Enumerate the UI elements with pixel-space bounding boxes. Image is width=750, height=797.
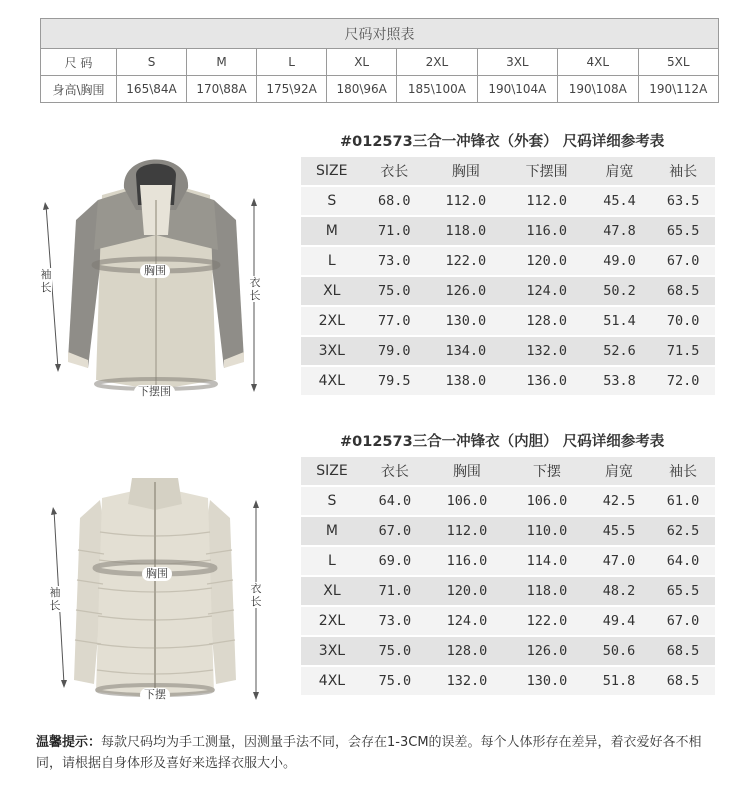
- hem-label: 下摆围: [134, 385, 175, 399]
- header-cell: 袖长: [651, 457, 715, 485]
- value-cell: 67.0: [651, 247, 715, 275]
- size-cell: L: [301, 547, 363, 575]
- size-cell: S: [301, 487, 363, 515]
- value-cell: 70.0: [651, 307, 715, 335]
- value-cell: 63.5: [651, 187, 715, 215]
- value-cell: 71.0: [363, 217, 427, 245]
- table-header-row: [301, 457, 715, 485]
- value-cell: 49.0: [588, 247, 652, 275]
- value-cell: 110.0: [507, 517, 587, 545]
- header-cell: SIZE: [301, 457, 363, 485]
- table-row: [301, 517, 715, 545]
- height-cell: 190\112A: [638, 76, 719, 103]
- size-cell: 4XL: [301, 667, 363, 695]
- sleeve-label: 袖长: [49, 586, 61, 612]
- size-cell: M: [301, 217, 363, 245]
- size-cell: 3XL: [301, 337, 363, 365]
- value-cell: 73.0: [363, 607, 427, 635]
- value-cell: 79.5: [363, 367, 427, 395]
- header-cell: 肩宽: [588, 157, 652, 185]
- size-cell: 2XL: [301, 607, 363, 635]
- table-row: [301, 577, 715, 605]
- header-cell: 袖长: [651, 157, 715, 185]
- value-cell: 64.0: [363, 487, 427, 515]
- value-cell: 53.8: [588, 367, 652, 395]
- length-label: 衣长: [249, 276, 261, 302]
- value-cell: 68.5: [651, 667, 715, 695]
- size-cell: M: [301, 517, 363, 545]
- note-text: 每款尺码均为手工测量，因测量手法不同，会存在1-3CM的误差。每个人体形存在差异，着衣爱好各不相同，请根据自身体形及喜好来选择衣服大小。: [36, 735, 702, 771]
- length-label: 衣长: [250, 582, 262, 608]
- header-cell: 胸围: [427, 457, 507, 485]
- value-cell: 61.0: [651, 487, 715, 515]
- value-cell: 67.0: [363, 517, 427, 545]
- value-cell: 106.0: [507, 487, 587, 515]
- value-cell: 122.0: [426, 247, 505, 275]
- header-cell: 胸围: [426, 157, 505, 185]
- measurement-note: [36, 732, 716, 774]
- header-cell: 下摆: [507, 457, 587, 485]
- size-cell: 2XL: [301, 307, 363, 335]
- table-row: [301, 247, 715, 275]
- header-cell: 衣长: [363, 157, 427, 185]
- value-cell: 124.0: [427, 607, 507, 635]
- value-cell: 118.0: [426, 217, 505, 245]
- header-cell: SIZE: [301, 157, 363, 185]
- value-cell: 47.0: [587, 547, 651, 575]
- value-cell: 52.6: [588, 337, 652, 365]
- height-row-label: 身高\胸围: [41, 76, 117, 103]
- value-cell: 126.0: [507, 637, 587, 665]
- header-cell: 下摆围: [506, 157, 588, 185]
- inner-jacket-image: [44, 470, 276, 710]
- size-cell: XL: [301, 277, 363, 305]
- size-cell: L: [301, 247, 363, 275]
- value-cell: 48.2: [587, 577, 651, 605]
- height-row: [41, 76, 719, 103]
- size-chart-title: 尺码对照表: [41, 19, 719, 49]
- value-cell: 77.0: [363, 307, 427, 335]
- header-cell: 衣长: [363, 457, 427, 485]
- value-cell: 68.0: [363, 187, 427, 215]
- value-cell: 45.5: [587, 517, 651, 545]
- size-cell: XL: [301, 577, 363, 605]
- height-cell: 180\96A: [327, 76, 397, 103]
- value-cell: 71.0: [363, 577, 427, 605]
- size-cell: L: [257, 49, 327, 76]
- height-cell: 185\100A: [397, 76, 477, 103]
- value-cell: 122.0: [507, 607, 587, 635]
- size-cell: 3XL: [477, 49, 557, 76]
- height-cell: 190\108A: [558, 76, 638, 103]
- table-row: [301, 337, 715, 365]
- value-cell: 51.4: [588, 307, 652, 335]
- size-cell: 4XL: [301, 367, 363, 395]
- value-cell: 128.0: [427, 637, 507, 665]
- value-cell: 51.8: [587, 667, 651, 695]
- value-cell: 120.0: [427, 577, 507, 605]
- table-row: [301, 187, 715, 215]
- value-cell: 45.4: [588, 187, 652, 215]
- value-cell: 126.0: [426, 277, 505, 305]
- size-cell: 2XL: [397, 49, 477, 76]
- value-cell: 47.8: [588, 217, 652, 245]
- value-cell: 138.0: [426, 367, 505, 395]
- value-cell: 50.2: [588, 277, 652, 305]
- height-cell: 165\84A: [117, 76, 187, 103]
- size-cell: M: [187, 49, 257, 76]
- value-cell: 130.0: [507, 667, 587, 695]
- value-cell: 134.0: [426, 337, 505, 365]
- value-cell: 136.0: [506, 367, 588, 395]
- value-cell: 132.0: [506, 337, 588, 365]
- size-cell: 5XL: [638, 49, 719, 76]
- value-cell: 69.0: [363, 547, 427, 575]
- value-cell: 67.0: [651, 607, 715, 635]
- table-row: [301, 277, 715, 305]
- value-cell: 65.5: [651, 217, 715, 245]
- size-comparison-table: [40, 18, 719, 103]
- value-cell: 75.0: [363, 637, 427, 665]
- outer-section-title: #012573三合一冲锋衣（外套） 尺码详细参考表: [340, 134, 665, 150]
- table-row: [301, 547, 715, 575]
- table-row: [301, 217, 715, 245]
- value-cell: 114.0: [507, 547, 587, 575]
- table-header-row: [301, 157, 715, 185]
- value-cell: 128.0: [506, 307, 588, 335]
- value-cell: 72.0: [651, 367, 715, 395]
- value-cell: 73.0: [363, 247, 427, 275]
- value-cell: 75.0: [363, 667, 427, 695]
- value-cell: 71.5: [651, 337, 715, 365]
- table-row: [301, 367, 715, 395]
- inner-jacket-illustration: [44, 470, 276, 710]
- value-cell: 112.0: [426, 187, 505, 215]
- value-cell: 50.6: [587, 637, 651, 665]
- inner-size-table: [301, 455, 715, 697]
- value-cell: 68.5: [651, 277, 715, 305]
- value-cell: 68.5: [651, 637, 715, 665]
- value-cell: 62.5: [651, 517, 715, 545]
- height-cell: 190\104A: [477, 76, 557, 103]
- value-cell: 132.0: [427, 667, 507, 695]
- table-row: [301, 667, 715, 695]
- outer-jacket-illustration: [36, 140, 276, 405]
- value-cell: 75.0: [363, 277, 427, 305]
- height-cell: 175\92A: [257, 76, 327, 103]
- value-cell: 65.5: [651, 577, 715, 605]
- size-cell: XL: [327, 49, 397, 76]
- note-lead: 温馨提示：: [36, 735, 102, 750]
- table-row: [301, 607, 715, 635]
- size-cell: 4XL: [558, 49, 638, 76]
- size-cell: S: [117, 49, 187, 76]
- chest-label: 胸围: [140, 264, 170, 278]
- chest-label: 胸围: [142, 567, 172, 581]
- table-row: [301, 307, 715, 335]
- table-row: [301, 637, 715, 665]
- header-cell: 肩宽: [587, 457, 651, 485]
- size-row-label: 尺 码: [41, 49, 117, 76]
- value-cell: 130.0: [426, 307, 505, 335]
- value-cell: 120.0: [506, 247, 588, 275]
- value-cell: 118.0: [507, 577, 587, 605]
- height-cell: 170\88A: [187, 76, 257, 103]
- value-cell: 42.5: [587, 487, 651, 515]
- value-cell: 116.0: [427, 547, 507, 575]
- value-cell: 124.0: [506, 277, 588, 305]
- sleeve-label: 袖长: [40, 268, 52, 294]
- size-cell: S: [301, 187, 363, 215]
- value-cell: 79.0: [363, 337, 427, 365]
- value-cell: 106.0: [427, 487, 507, 515]
- table-row: [301, 487, 715, 515]
- hem-label: 下摆: [140, 688, 170, 702]
- value-cell: 112.0: [506, 187, 588, 215]
- inner-section-title: #012573三合一冲锋衣（内胆） 尺码详细参考表: [340, 434, 665, 450]
- outer-size-table: [301, 155, 715, 397]
- value-cell: 49.4: [587, 607, 651, 635]
- size-row: [41, 49, 719, 76]
- value-cell: 116.0: [506, 217, 588, 245]
- value-cell: 112.0: [427, 517, 507, 545]
- value-cell: 64.0: [651, 547, 715, 575]
- size-cell: 3XL: [301, 637, 363, 665]
